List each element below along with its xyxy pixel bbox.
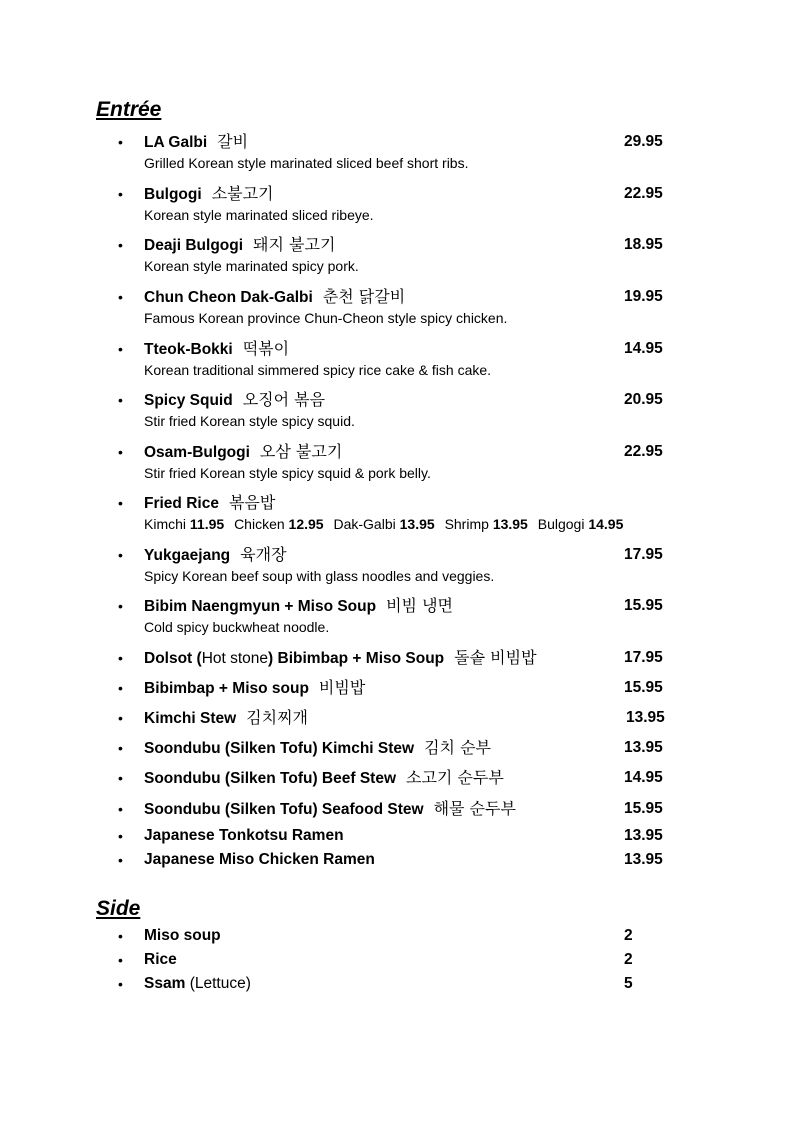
item-price: 13.95 [624, 739, 663, 756]
item-name: Bulgogi [144, 186, 202, 203]
entree-heading: Entrée [96, 98, 162, 121]
menu-item [118, 492, 678, 534]
bullet-icon: • [118, 650, 123, 666]
bullet-icon: • [118, 680, 123, 696]
option-shrimp: Shrimp 13.95 [444, 516, 528, 532]
side-heading: Side [96, 897, 141, 920]
item-description: Grilled Korean style marinated sliced beef short ribs. [144, 155, 469, 171]
bullet-icon: • [118, 852, 123, 868]
item-name-part: Dolsot ( [144, 650, 202, 667]
menu-item [118, 677, 678, 699]
menu-item [118, 131, 678, 173]
bullet-icon: • [118, 710, 123, 726]
bullet-icon: • [118, 289, 123, 305]
item-korean-name: 춘천 닭갈비 [322, 287, 406, 306]
item-price: 18.95 [624, 236, 663, 253]
item-price: 2 [624, 951, 633, 968]
bullet-icon: • [118, 952, 123, 968]
item-price: 13.95 [624, 827, 663, 844]
item-description: Korean style marinated spicy pork. [144, 258, 359, 274]
item-korean-name: 비빔밥 [318, 678, 366, 697]
bullet-icon: • [118, 928, 123, 944]
menu-item [118, 825, 678, 847]
item-name: Rice [144, 951, 177, 968]
option-dak-galbi: Dak-Galbi 13.95 [333, 516, 435, 532]
menu-item [118, 544, 678, 586]
item-name-part: ) Bibimbap + Miso Soup [268, 650, 445, 667]
item-name: Deaji Bulgogi [144, 237, 244, 254]
item-korean-name: 돌솥 비빔밥 [454, 648, 537, 667]
item-korean-name: 육개장 [240, 545, 287, 564]
item-name: LA Galbi [144, 134, 208, 151]
option-chicken: Chicken 12.95 [234, 516, 324, 532]
item-korean-name: 비빔 냉면 [386, 596, 454, 615]
item-korean-name: 떡볶이 [242, 339, 290, 358]
bullet-icon: • [118, 341, 123, 357]
item-description: Stir fried Korean style spicy squid & pork belly. [144, 465, 431, 481]
bullet-icon: • [118, 740, 123, 756]
menu-item [118, 973, 678, 995]
bullet-icon: • [118, 392, 123, 408]
option-bulgogi: Bulgogi 14.95 [537, 516, 624, 532]
item-korean-name: 갈비 [217, 132, 249, 151]
bullet-icon: • [118, 134, 123, 150]
item-korean-name: 오삼 불고기 [259, 442, 343, 461]
menu-item [118, 183, 678, 225]
option-kimchi: Kimchi 11.95 [144, 516, 225, 532]
item-price: 14.95 [624, 340, 663, 357]
item-korean-name: 김치찌개 [246, 708, 308, 727]
item-korean-name: 오징어 볶음 [242, 390, 326, 409]
bullet-icon: • [118, 828, 123, 844]
bullet-icon: • [118, 976, 123, 992]
item-name: Bibimbap + Miso soup [144, 680, 309, 697]
item-price: 29.95 [624, 133, 663, 150]
item-name: Yukgaejang [144, 547, 231, 564]
bullet-icon: • [118, 444, 123, 460]
menu-item [118, 234, 678, 276]
item-name: Fried Rice [144, 495, 219, 512]
item-korean-name: 소고기 순두부 [406, 768, 504, 787]
menu-item [118, 595, 678, 637]
item-price: 14.95 [624, 769, 663, 786]
item-price: 2 [624, 927, 633, 944]
item-name: Japanese Miso Chicken Ramen [144, 851, 375, 868]
item-description: Korean traditional simmered spicy rice cake & fish cake. [144, 362, 492, 378]
item-price: 13.95 [626, 709, 665, 726]
item-name-part: Hot stone [201, 650, 269, 667]
bullet-icon: • [118, 547, 123, 563]
item-name: Kimchi Stew [144, 710, 237, 727]
menu-item [118, 767, 678, 789]
menu-item [118, 925, 678, 947]
item-name: Chun Cheon Dak-Galbi [144, 289, 313, 306]
item-name: Soondubu (Silken Tofu) Kimchi Stew [144, 740, 415, 757]
item-name: Bibim Naengmyun + Miso Soup [144, 598, 377, 615]
bullet-icon: • [118, 801, 123, 817]
item-price: 5 [624, 975, 633, 992]
item-korean-name: 소불고기 [211, 184, 274, 203]
menu-item [118, 286, 678, 328]
item-price: 15.95 [624, 597, 663, 614]
item-price: 20.95 [624, 391, 663, 408]
item-name: Spicy Squid [144, 392, 233, 409]
item-name: Ssam [144, 975, 186, 992]
menu-item [118, 647, 678, 669]
item-description: Stir fried Korean style spicy squid. [144, 413, 355, 429]
menu-item [118, 949, 678, 971]
item-price: 15.95 [624, 679, 663, 696]
item-name: Soondubu (Silken Tofu) Seafood Stew [144, 801, 424, 818]
item-name: Miso soup [144, 927, 221, 944]
bullet-icon: • [118, 186, 123, 202]
item-name: Tteok-Bokki [144, 341, 233, 358]
menu-item [118, 798, 678, 820]
bullet-icon: • [118, 598, 123, 614]
item-korean-name: 돼지 불고기 [253, 235, 336, 254]
menu-item [118, 441, 678, 483]
menu-item [118, 707, 678, 729]
item-korean-name: 해물 순두부 [433, 799, 516, 818]
item-price: 17.95 [624, 649, 663, 666]
item-description: Spicy Korean beef soup with glass noodles and veggies. [144, 568, 495, 584]
item-korean-name: 김치 순부 [424, 738, 492, 757]
item-price: 13.95 [624, 851, 663, 868]
item-name: Soondubu (Silken Tofu) Beef Stew [144, 770, 397, 787]
item-description: Famous Korean province Chun-Cheon style spicy chicken. [144, 310, 508, 326]
item-note: (Lettuce) [189, 975, 251, 992]
item-price: 15.95 [624, 800, 663, 817]
item-price: 22.95 [624, 443, 663, 460]
menu-item [118, 849, 678, 871]
item-price: 17.95 [624, 546, 663, 563]
menu-item [118, 389, 678, 431]
item-name: Osam-Bulgogi [144, 444, 250, 461]
item-price: 22.95 [624, 185, 663, 202]
item-description: Korean style marinated sliced ribeye. [144, 207, 374, 223]
bullet-icon: • [118, 495, 123, 511]
item-description: Cold spicy buckwheat noodle. [144, 619, 330, 635]
menu-item [118, 338, 678, 380]
item-name: Japanese Tonkotsu Ramen [144, 827, 344, 844]
item-korean-name: 볶음밥 [228, 493, 276, 512]
bullet-icon: • [118, 770, 123, 786]
menu-item [118, 737, 678, 759]
item-price: 19.95 [624, 288, 663, 305]
bullet-icon: • [118, 237, 123, 253]
fried-rice-options [118, 514, 678, 534]
